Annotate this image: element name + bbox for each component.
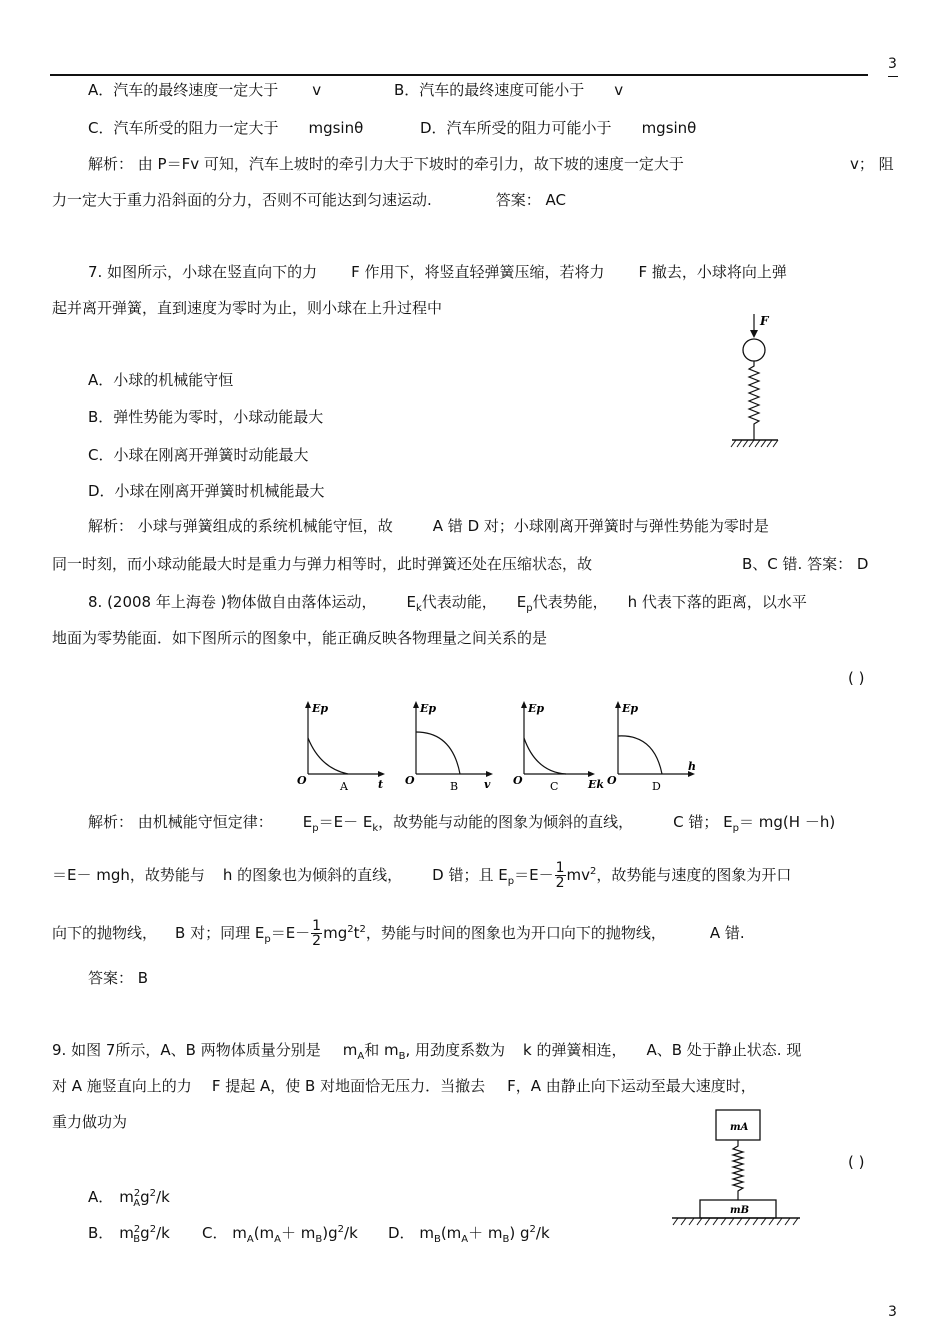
fraction-half: $\frac{1}{2}$ (555, 860, 565, 891)
graph-a-xlabel: t (378, 778, 384, 791)
q6-option-d: D．汽车所受的阻力可能小于 mgsinθ (420, 119, 697, 137)
q8-analysis-line1: 解析： 由机械能守恒定律： $E_p=E- E_k$，故势能与动能的图象为倾斜的直线， C 错； $E_p= mg(H -h)$ (88, 813, 836, 834)
q7-stem-line1: 7. 如图所示，小球在竖直向下的力 F 作用下，将竖直轻弹簧压缩，若将力 F 撤去，小球将向上弹 (88, 263, 787, 281)
q7-option-d: D．小球在刚离开弹簧时机械能最大 (88, 482, 325, 500)
q8-graph-a (290, 698, 390, 794)
graph-a-origin: O (297, 774, 307, 787)
q8-graph-d (600, 698, 700, 794)
q9-stem-line1: 9. 如图 7所示，A、B 两物体质量分别是 $m_A$和 $m_B$, 用劲度系数为 k 的弹簧相连， A、B 处于静止状态. 现 (52, 1041, 802, 1062)
graph-d-xlabel: h (688, 760, 696, 773)
q6-analysis-line2: 力一定大于重力沿斜面的分力，否则不可能达到匀速运动. 答案： AC (52, 191, 567, 209)
q7-analysis-line2: 同一时刻，而小球动能最大时是重力与弹力相等时，此时弹簧还处在压缩状态，故 (52, 555, 593, 573)
graph-b-origin: O (405, 774, 415, 787)
two-block-spring-figure (670, 1106, 804, 1234)
q8-answer-paren: ( ) (848, 669, 865, 687)
q9-stem-line3: 重力做功为 (52, 1113, 128, 1131)
graph-d-option: D (652, 780, 661, 793)
q7-option-c: C．小球在刚离开弹簧时动能最大 (88, 446, 309, 464)
header-rule (50, 74, 868, 76)
q9-option-a: A． $m^2_Ag^2/k$ (88, 1188, 170, 1209)
graph-c-ylabel: Ep (528, 702, 545, 715)
graph-b-xlabel: v (484, 778, 491, 791)
q8-analysis-line3: 向下的抛物线， B 对；同理 $E_p=E-$ $\frac{1}{2}$ $mg^2t^2$，势能与时间的图象也为开口向下的抛物线， A 错. (52, 918, 745, 949)
graph-b-ylabel: Ep (420, 702, 437, 715)
q9-option-b: B． $m^2_Bg^2/k$ (88, 1224, 170, 1245)
page-number-underline (888, 76, 898, 77)
q9-option-c: C． $m_A(m_A+ m_B)g^2/k$ (202, 1224, 358, 1245)
graph-a-option: A (340, 780, 348, 793)
force-label: F (760, 314, 769, 328)
q6-option-c: C．汽车所受的阻力一定大于 mgsinθ (88, 119, 364, 137)
block-b-label: mB (730, 1205, 750, 1216)
q6-option-b: B．汽车的最终速度可能小于 v (394, 81, 624, 99)
page-number-bottom: 3 (888, 1304, 897, 1320)
q6-analysis-line1-end: v； 阻 (850, 155, 894, 173)
q8-stem-line2: 地面为零势能面．如下图所示的图象中，能正确反映各物理量之间关系的是 (52, 629, 548, 647)
spring-ball-figure (718, 312, 788, 452)
q7-option-a: A．小球的机械能守恒 (88, 371, 234, 389)
q8-analysis-line2: ＝E－ mgh，故势能与 h 的图象也为倾斜的直线， D 错；且 $E_p=E-$ $\frac{1}{2}$ $mv^2$，故势能与速度的图象为开口 (52, 860, 792, 891)
graph-c-option: C (550, 780, 559, 793)
fraction-half-2: $\frac{1}{2}$ (312, 918, 322, 949)
graph-a-ylabel: Ep (312, 702, 329, 715)
q7-analysis-line2-end: B、C 错. 答案： D (742, 555, 869, 573)
q6-option-a: A．汽车的最终速度一定大于 v (88, 81, 322, 99)
q9-stem-line2: 对 A 施竖直向上的力 F 提起 A，使 B 对地面恰无压力．当撤去 F，A 由静止向下运动至最大速度时， (52, 1077, 756, 1095)
graph-c-origin: O (513, 774, 523, 787)
q9-option-d: D． $m_B(m_A+ m_B)$ $g^2/k$ (388, 1224, 550, 1245)
q8-answer: 答案： B (88, 969, 149, 987)
q7-option-b: B．弹性势能为零时，小球动能最大 (88, 408, 324, 426)
graph-d-origin: O (607, 774, 617, 787)
graph-b-option: B (450, 780, 459, 793)
graph-c-xlabel: Ek (588, 778, 605, 791)
q8-graph-b (398, 698, 498, 794)
q8-stem-line1: 8. (2008 年上海卷 )物体做自由落体运动， $E_k$代表动能， $E_p$代表势能， h 代表下落的距离，以水平 (88, 593, 807, 614)
q7-stem-line2: 起并离开弹簧，直到速度为零时为止，则小球在上升过程中 (52, 299, 443, 317)
q8-graph-c (506, 698, 606, 794)
q6-analysis-line1: 解析： 由 P＝Fv 可知，汽车上坡时的牵引力大于下坡时的牵引力，故下坡的速度一定大于 (88, 155, 684, 173)
graph-d-ylabel: Ep (622, 702, 639, 715)
block-a-label: mA (730, 1122, 749, 1133)
q7-analysis-line1: 解析： 小球与弹簧组成的系统机械能守恒，故 A 错 D 对；小球刚离开弹簧时与弹性势能为零时是 (88, 517, 769, 535)
q9-answer-paren: ( ) (848, 1153, 865, 1171)
page-number-top: 3 (888, 56, 897, 72)
